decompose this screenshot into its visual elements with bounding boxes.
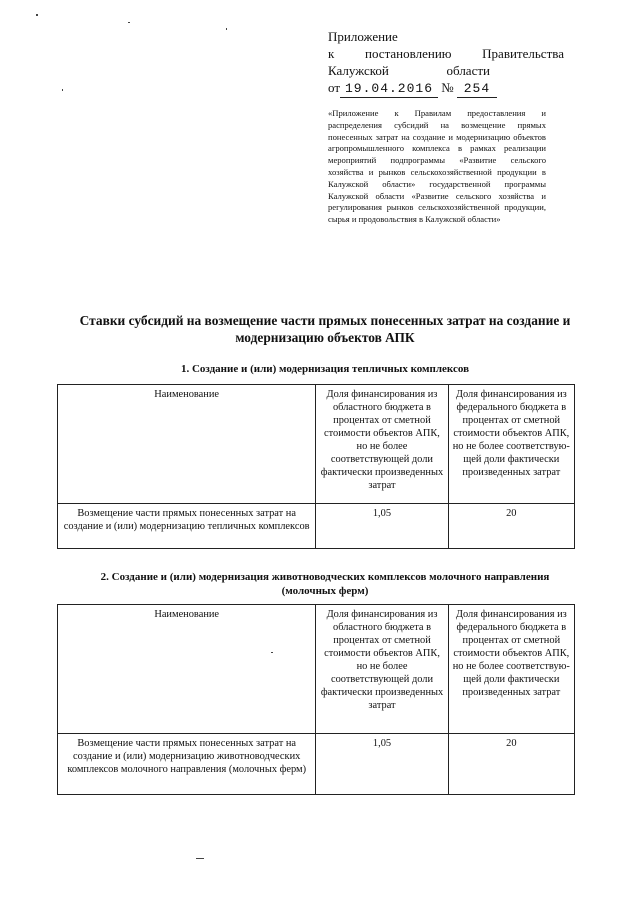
column-header-name: Наименование xyxy=(58,385,316,504)
table-row xyxy=(58,504,575,549)
section-1-table xyxy=(57,384,575,549)
column-header-regional: Доля финансирования из областного бюджета в процентах от сметной стоимости объектов АПК, но не более соответствующей доли фактически произведенных затрат xyxy=(316,605,448,734)
scan-speck xyxy=(128,22,130,23)
section-1-heading: 1. Создание и (или) модернизация тепличных комплексов xyxy=(180,363,470,375)
appendix-word: Правительства xyxy=(482,46,564,61)
table-header-row xyxy=(58,385,575,504)
scan-speck xyxy=(226,28,227,30)
row-name: Возмещение части прямых понесенных затрат на создание и (или) модернизацию животноводческих комплексов молочного направления (молочных ферм) xyxy=(58,734,316,795)
section-2-heading: 2. Создание и (или) модернизация животноводческих комплексов молочного направления (молочных ферм) xyxy=(100,571,550,597)
table-row xyxy=(58,734,575,795)
section-2-table xyxy=(57,604,575,795)
column-header-federal: Доля финансирования из федерального бюджета в процентах от сметной стоимости объектов АПК, но не более соответствую-щей доли фактически произведенных затрат xyxy=(448,385,574,504)
appendix-word: постановлению xyxy=(365,46,452,61)
appendix-word: к xyxy=(328,46,335,61)
appendix-title: Приложение xyxy=(328,29,398,44)
date-prefix: от xyxy=(328,80,341,95)
column-header-regional: Доля финансирования из областного бюджета в процентах от сметной стоимости объектов АПК, но не более соответствующей доли фактически произведенных затрат xyxy=(316,385,448,504)
scan-speck xyxy=(36,14,38,16)
page-title: Ставки субсидий на возмещение части прямых понесенных затрат на создание и модернизацию объектов АПК xyxy=(79,313,571,345)
decree-date: 19.04.2016 xyxy=(340,80,438,98)
row-federal-share: 20 xyxy=(448,734,574,795)
appendix-header xyxy=(328,28,564,98)
row-name: Возмещение части прямых понесенных затрат на создание и (или) модернизацию тепличных комплексов xyxy=(58,504,316,549)
appendix-line-region xyxy=(328,62,490,79)
row-federal-share: 20 xyxy=(448,504,574,549)
decree-number: 254 xyxy=(457,80,497,98)
appendix-word: Калужской xyxy=(328,63,389,78)
appendix-line-decree xyxy=(328,45,564,62)
appendix-date-line xyxy=(328,79,564,98)
number-prefix: № xyxy=(441,80,454,95)
appendix-word: области xyxy=(446,63,490,78)
row-regional-share: 1,05 xyxy=(316,734,448,795)
table-header-row xyxy=(58,605,575,734)
column-header-name: Наименование xyxy=(58,605,316,734)
appendix-note: «Приложение к Правилам предоставления и распределения субсидий на возмещение прямых понесенных затрат на создание и модернизацию объектов агропромышленного комплекса в рамках реализации мероприятий подпрограммы «Развитие сельского хозяйства и рынков сельскохозяйственной продукции в Калужской области» государственной программы Калужской области «Развитие сельского хозяйства и регулирования рынков сельскохозяйственной продукции, сырья и продовольствия в Калужской области» xyxy=(328,108,546,225)
scan-speck xyxy=(62,89,63,91)
column-header-federal: Доля финансирования из федерального бюджета в процентах от сметной стоимости объектов АПК, но не более соответствую-щей доли фактически произведенных затрат xyxy=(448,605,574,734)
row-regional-share: 1,05 xyxy=(316,504,448,549)
scan-speck xyxy=(271,652,273,653)
scan-speck xyxy=(196,858,204,859)
